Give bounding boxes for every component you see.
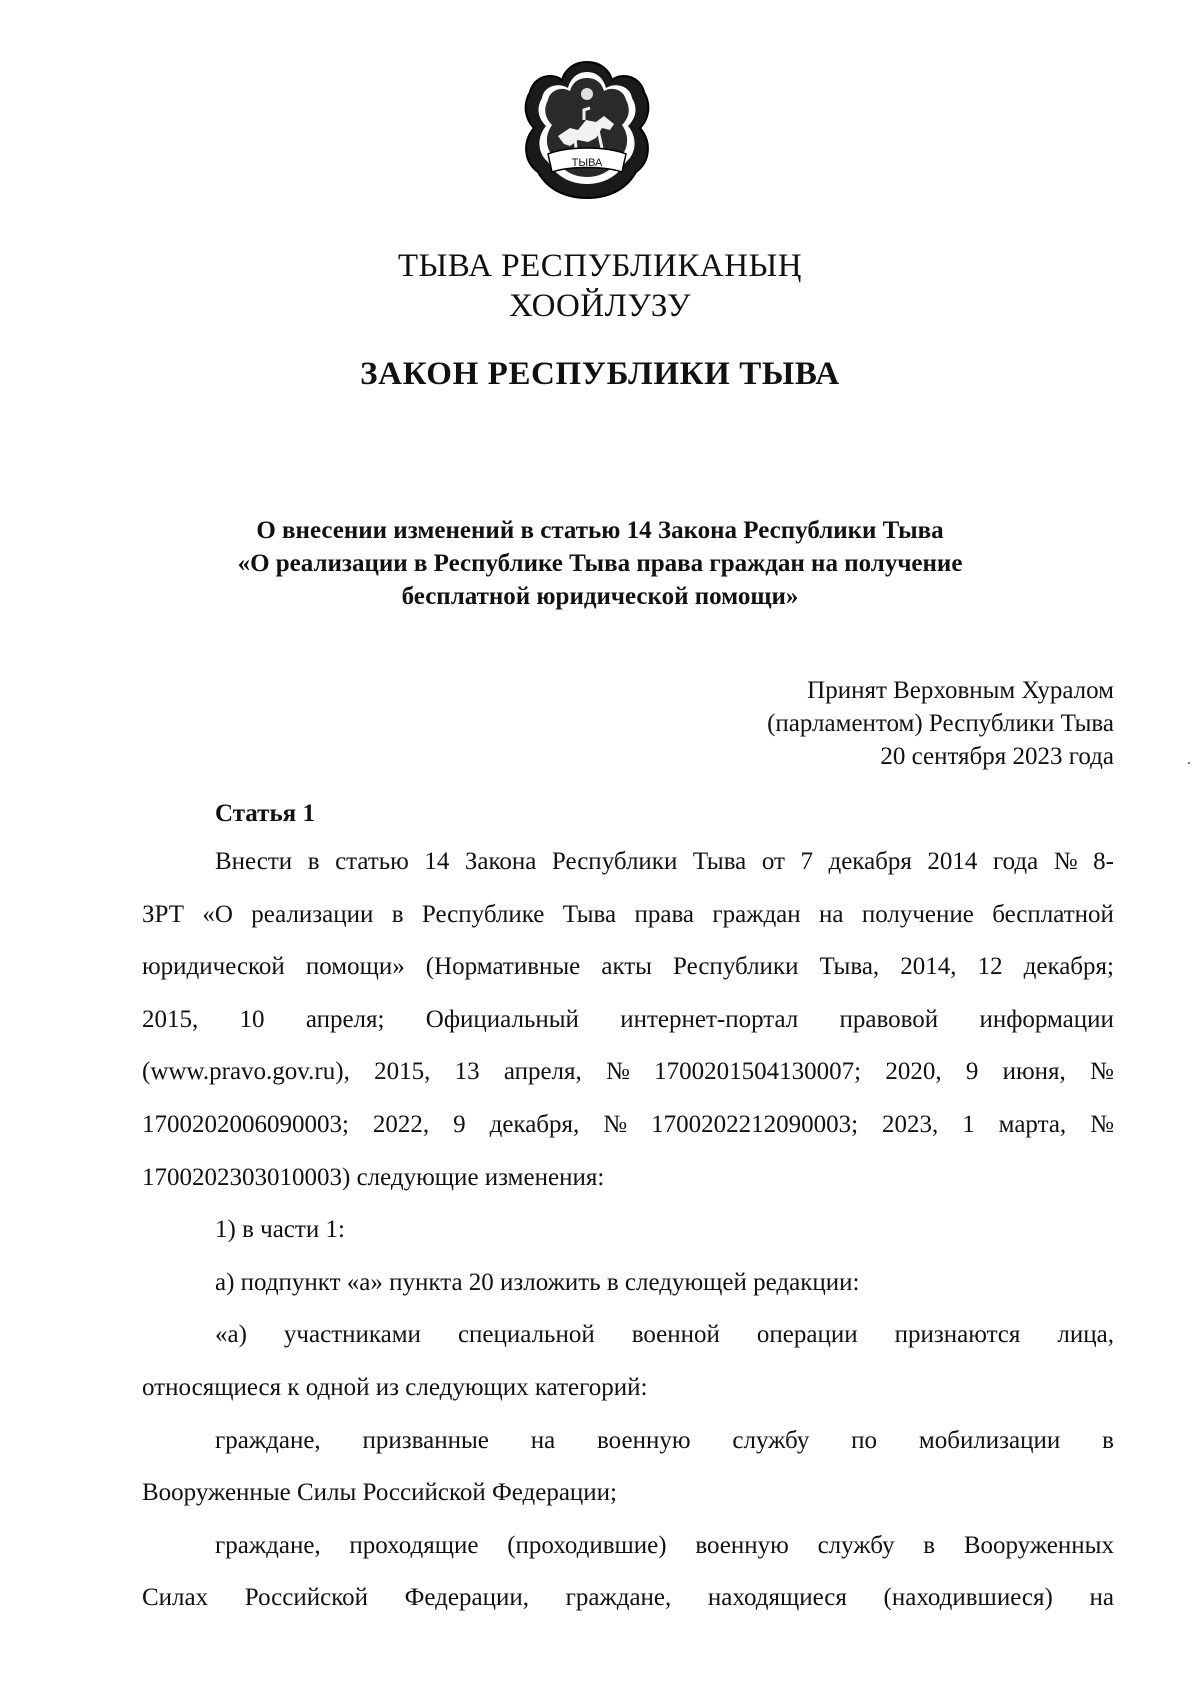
body-line: [142, 1204, 1114, 1257]
body-word: признаются: [894, 1321, 1021, 1349]
body-word: на: [819, 900, 844, 928]
body-word: 14: [424, 848, 450, 875]
body-line: [142, 1572, 1114, 1625]
body-line: [142, 1152, 1114, 1205]
body-word: 10: [239, 1005, 265, 1033]
body-word: службу: [732, 1426, 810, 1454]
body-word: Закона: [464, 848, 537, 875]
body-word: 2014: [927, 848, 978, 875]
tuva-coat-of-arms-icon: [518, 58, 656, 208]
body-word: (находившиеся): [883, 1584, 1053, 1612]
body-word: 2022,: [372, 1110, 430, 1138]
body-word: Тыва: [562, 900, 617, 928]
body-word: 1700202303010003) следующие изменения:: [142, 1163, 605, 1191]
body-line: [142, 994, 1114, 1047]
body-word: 2020,: [885, 1058, 942, 1086]
body-word: на: [1089, 1584, 1114, 1612]
body-word: 1700202212090003;: [651, 1110, 859, 1138]
body-word: 13: [454, 1058, 480, 1086]
adoption-note: [767, 674, 1114, 773]
body-word: апреля,: [503, 1058, 582, 1086]
body-word: 1: [962, 1110, 975, 1138]
body-word: участниками: [283, 1321, 421, 1349]
body-word: помощи»: [305, 953, 405, 981]
body-line: [142, 1415, 1114, 1468]
body-word: 1700201504130007;: [654, 1058, 862, 1086]
body-word: службу: [817, 1531, 895, 1559]
body-word: бесплатной: [992, 900, 1114, 928]
body-word: 9: [453, 1110, 466, 1138]
body-word: Официальный: [425, 1005, 579, 1033]
body-line: [142, 1467, 1114, 1520]
body-line: [142, 836, 1114, 889]
body-word: 2023,: [881, 1110, 939, 1138]
body-word: 2014,: [900, 953, 957, 981]
body-word: декабря;: [1023, 953, 1114, 981]
article-heading: Статья 1: [215, 800, 315, 827]
body-word: в: [307, 848, 320, 875]
body-word: на: [530, 1426, 556, 1454]
body-word: №: [1090, 1058, 1114, 1086]
article-body: [142, 836, 1114, 1625]
body-word: Федерации,: [404, 1584, 529, 1612]
body-word: военной: [631, 1321, 720, 1349]
body-word: от: [761, 848, 785, 875]
body-word: Вооруженные Силы Российской Федерации;: [142, 1479, 617, 1507]
body-word: мобилизации: [918, 1426, 1061, 1454]
body-word: Силах: [142, 1584, 209, 1612]
body-word: Республике: [421, 900, 545, 928]
body-word: по: [851, 1426, 878, 1454]
body-word: 7: [800, 848, 813, 875]
body-word: лица,: [1057, 1321, 1114, 1349]
body-word: в: [391, 900, 404, 928]
adoption-line: (парламентом) Республики Тыва: [767, 710, 1114, 737]
subject-line: «О реализации в Республике Тыва права граждан на получение: [237, 550, 963, 577]
body-word: (www.pravo.gov.ru),: [142, 1058, 350, 1086]
body-word: граждане,: [215, 1426, 321, 1454]
body-word: специальной: [457, 1321, 595, 1349]
body-word: года: [992, 848, 1039, 875]
body-line: [142, 1362, 1114, 1415]
emblem-ribbon-text: ТЫВА: [571, 157, 603, 169]
body-word: №: [1090, 1110, 1114, 1138]
tuvan-title-line2: ХООЙЛУЗУ: [508, 288, 692, 324]
body-word: Республики: [673, 953, 799, 981]
subject-line: бесплатной юридической помощи»: [401, 583, 799, 610]
body-word: 9: [965, 1058, 979, 1086]
body-word: в: [1102, 1426, 1114, 1454]
body-word: относящиеся к одной из следующих категорий:: [142, 1373, 648, 1401]
body-word: (проходившие): [507, 1531, 667, 1559]
body-word: военную: [695, 1531, 789, 1559]
subject-line: О внесении изменений в статью 14 Закона Республики Тыва: [256, 517, 944, 544]
body-word: (Нормативные: [425, 953, 581, 981]
adoption-line: Принят Верховным Хуралом: [807, 677, 1114, 704]
law-subject: [0, 514, 1200, 613]
body-word: «а): [215, 1321, 247, 1349]
body-word: операции: [756, 1321, 858, 1349]
body-word: юридической: [142, 953, 285, 981]
body-word: ЗРТ: [142, 900, 185, 928]
body-word: получение: [861, 900, 974, 928]
body-line: [142, 1520, 1114, 1573]
body-line: [142, 1046, 1114, 1099]
body-word: декабря: [828, 848, 912, 875]
body-word: статью: [335, 848, 409, 875]
body-word: №: [1053, 848, 1078, 875]
body-word: апреля;: [305, 1005, 385, 1033]
body-word: Российской: [244, 1584, 368, 1612]
body-word: декабря,: [489, 1110, 580, 1138]
body-word: июня,: [1002, 1058, 1066, 1086]
body-word: военную: [597, 1426, 691, 1454]
body-word: граждане,: [565, 1584, 672, 1612]
body-word: Тыва,: [819, 953, 880, 981]
body-word: Республики: [551, 848, 678, 875]
body-word: 2015,: [374, 1058, 431, 1086]
body-word: в: [923, 1531, 936, 1559]
adoption-date: 20 сентября 2023 года: [880, 743, 1114, 770]
body-word: граждан: [712, 900, 801, 928]
body-word: реализации: [251, 900, 374, 928]
scan-speck: [1188, 762, 1190, 764]
body-word: 1) в части 1:: [215, 1216, 345, 1244]
body-word: правовой: [839, 1005, 939, 1033]
body-word: «О: [202, 900, 233, 928]
body-word: 12: [977, 953, 1003, 981]
law-title: ЗАКОН РЕСПУБЛИКИ ТЫВА: [360, 356, 840, 392]
body-word: Тыва: [692, 848, 747, 875]
body-word: Внести: [215, 848, 293, 875]
body-word: Вооруженных: [963, 1531, 1114, 1559]
tuvan-title-line1: ТЫВА РЕСПУБЛИКАНЫҢ: [397, 248, 803, 284]
body-word: 2015,: [142, 1005, 199, 1033]
body-line: [142, 1257, 1114, 1310]
body-word: права: [634, 900, 695, 928]
body-word: 8-: [1093, 848, 1114, 875]
body-word: призванные: [362, 1426, 489, 1454]
body-line: [142, 1099, 1114, 1152]
body-word: граждане,: [215, 1531, 321, 1559]
body-word: 1700202006090003;: [142, 1110, 349, 1138]
body-word: информации: [979, 1005, 1114, 1033]
body-line: [142, 941, 1114, 994]
body-word: а) подпункт «а» пункта 20 изложить в следующей редакции:: [215, 1268, 860, 1296]
body-line: [142, 889, 1114, 942]
body-word: №: [603, 1110, 628, 1138]
body-word: №: [606, 1058, 630, 1086]
body-word: акты: [601, 953, 652, 981]
body-word: проходящие: [349, 1531, 479, 1559]
body-line: [142, 1309, 1114, 1362]
body-word: интернет-портал: [620, 1005, 799, 1033]
body-word: находящиеся: [707, 1584, 847, 1612]
body-word: марта,: [998, 1110, 1067, 1138]
